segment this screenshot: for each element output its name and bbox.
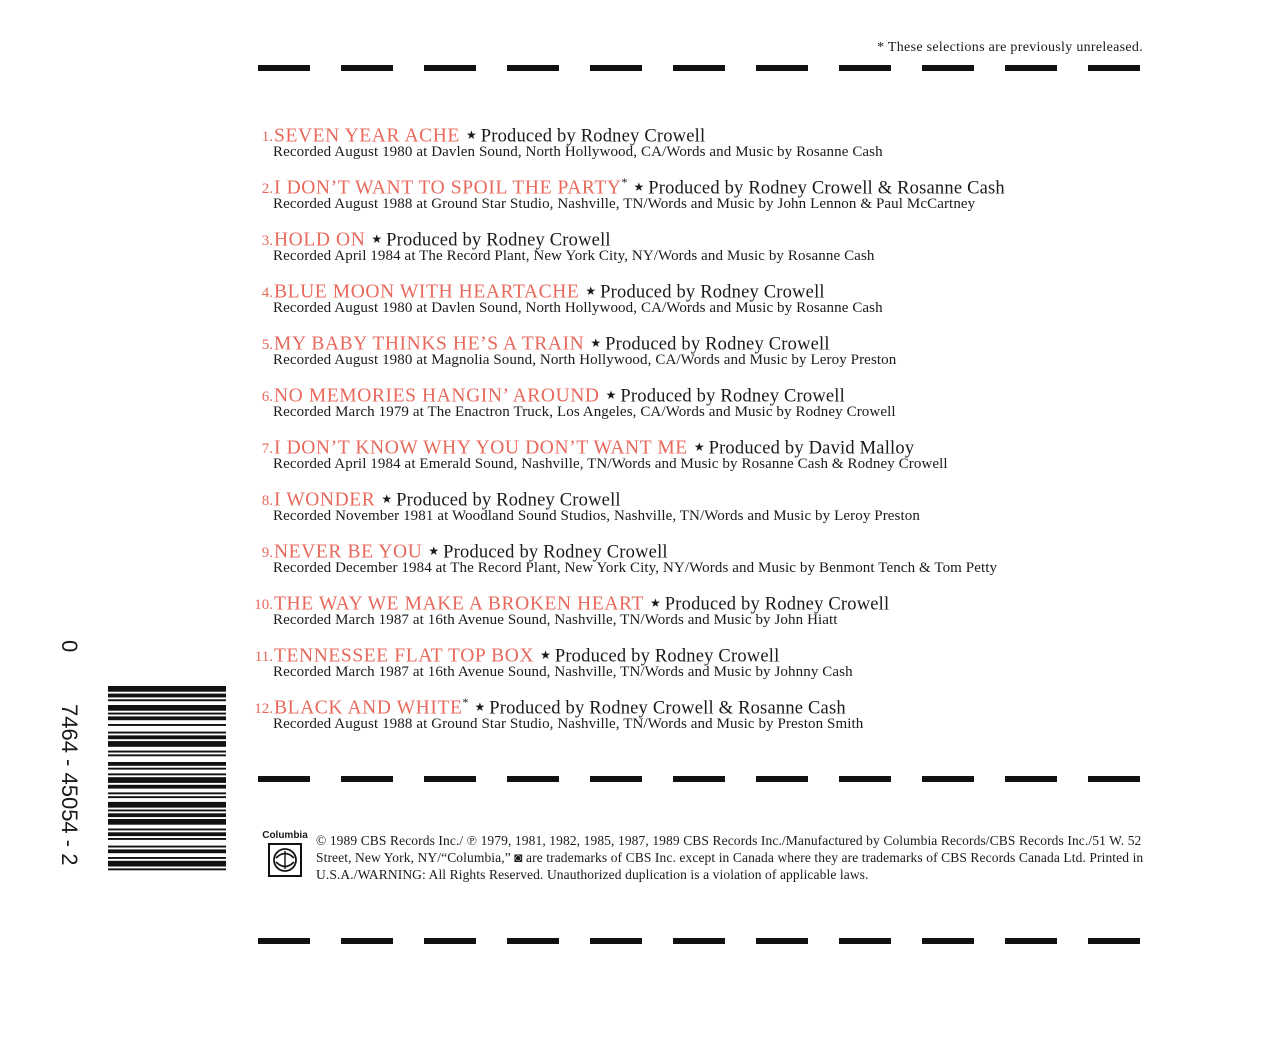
barcode-bar [108, 754, 226, 756]
track-item [240, 170, 1160, 222]
dash-segment [1005, 776, 1057, 782]
track-details: Recorded August 1980 at Magnolia Sound, North Hollywood, CA/Words and Music by Leroy Preston [273, 352, 897, 368]
track-item [240, 274, 1160, 326]
track-title: MY BABY THINKS HE’S A TRAIN [274, 333, 585, 355]
unreleased-note: * These selections are previously unreleased. [877, 40, 1143, 55]
barcode-bar [108, 846, 226, 848]
barcode-bar [108, 686, 226, 692]
barcode-digits [57, 640, 106, 930]
track-title: NO MEMORIES HANGIN’ AROUND [274, 385, 600, 407]
dash-segment [1088, 65, 1140, 71]
track-title: HOLD ON [274, 229, 366, 251]
track-item [240, 482, 1160, 534]
track-item [240, 378, 1160, 430]
dash-segment [424, 938, 476, 944]
track-producer: Produced by Rodney Crowell [396, 490, 621, 511]
track-title: I DON’T KNOW WHY YOU DON’T WANT ME [274, 437, 688, 459]
barcode-digit-main: 7464 - 45054 - 2 [57, 704, 82, 866]
track-details: Recorded August 1988 at Ground Star Studio, Nashville, TN/Words and Music by John Lennon & Paul McCartney [273, 196, 976, 212]
barcode-bar [108, 777, 226, 783]
barcode-bar [108, 735, 226, 739]
barcode-bar [108, 762, 226, 766]
dash-segment [1005, 65, 1057, 71]
dash-segment [922, 938, 974, 944]
track-details: Recorded March 1987 at 16th Avenue Sound, Nashville, TN/Words and Music by Johnny Cash [273, 664, 853, 680]
barcode-bar [108, 732, 226, 734]
star-icon: ★ [650, 596, 661, 611]
track-item [240, 430, 1160, 482]
dash-segment [507, 65, 559, 71]
dash-segment [258, 776, 310, 782]
barcode-bar [108, 768, 226, 770]
divider-middle [258, 776, 1140, 782]
barcode-bar [108, 861, 226, 867]
barcode-bar [108, 832, 226, 836]
divider-bottom [258, 938, 1140, 944]
track-details: Recorded April 1984 at The Record Plant, New York City, NY/Words and Music by Rosanne Cash [273, 248, 875, 264]
barcode-bar [108, 773, 226, 775]
track-details: Recorded November 1981 at Woodland Sound Studios, Nashville, TN/Words and Music by Leroy Preston [273, 508, 920, 524]
track-title: I DON’T WANT TO SPOIL THE PARTY [274, 177, 622, 199]
track-producer: Produced by Rodney Crowell [443, 542, 668, 563]
columbia-logo-label: Columbia [262, 830, 308, 841]
track-producer: Produced by Rodney Crowell & Rosanne Cash [489, 698, 846, 719]
track-details: Recorded March 1987 at 16th Avenue Sound, Nashville, TN/Words and Music by John Hiatt [273, 612, 838, 628]
star-icon: ★ [540, 648, 551, 663]
track-item [240, 534, 1160, 586]
track-title: SEVEN YEAR ACHE [274, 125, 460, 147]
barcode-bar [108, 741, 226, 747]
track-producer: Produced by Rodney Crowell [554, 646, 780, 667]
star-icon: ★ [633, 180, 645, 195]
track-producer: Produced by Rodney Crowell & Rosanne Cash [648, 178, 1005, 199]
barcode-digit-prefix: 0 [57, 640, 82, 653]
dash-segment [673, 65, 725, 71]
track-list [240, 118, 1160, 742]
barcode-bar [108, 849, 226, 853]
track-details: Recorded April 1984 at Emerald Sound, Nashville, TN/Words and Music by Rosanne Cash & Rodney Crowell [273, 456, 948, 472]
barcode-bar [108, 716, 226, 720]
dash-segment [839, 938, 891, 944]
dash-segment [590, 65, 642, 71]
dash-segment [424, 776, 476, 782]
track-title: TENNESSEE FLAT TOP BOX [274, 645, 535, 667]
track-item [240, 690, 1160, 742]
track-item [240, 586, 1160, 638]
dash-segment [258, 65, 310, 71]
dash-segment [507, 776, 559, 782]
barcode-bar [108, 813, 226, 817]
track-title: BLUE MOON WITH HEARTACHE [274, 281, 580, 303]
track-producer: Produced by Rodney Crowell [386, 230, 611, 251]
barcode-bar [108, 838, 226, 840]
track-details: Recorded August 1980 at Davlen Sound, North Hollywood, CA/Words and Music by Rosanne Cash [273, 300, 883, 316]
track-producer: Produced by Rodney Crowell [620, 386, 845, 407]
dash-segment [673, 938, 725, 944]
track-producer: Produced by David Malloy [708, 438, 915, 459]
track-details: Recorded August 1988 at Ground Star Studio, Nashville, TN/Words and Music by Preston Smith [273, 716, 864, 732]
star-icon: ★ [371, 232, 383, 247]
unreleased-asterisk: * [621, 175, 628, 189]
dash-segment [341, 938, 393, 944]
barcode-image [108, 686, 226, 922]
dash-segment [756, 938, 808, 944]
dash-segment [839, 776, 891, 782]
star-icon: ★ [381, 492, 393, 507]
barcode-bar [108, 713, 226, 715]
dash-segment [258, 938, 310, 944]
divider-top [258, 65, 1140, 71]
barcode-bar [108, 785, 226, 789]
dash-segment [1088, 776, 1140, 782]
dash-segment [922, 65, 974, 71]
track-details: Recorded August 1980 at Davlen Sound, North Hollywood, CA/Words and Music by Rosanne Cash [273, 144, 883, 160]
dash-segment [341, 65, 393, 71]
track-producer: Produced by Rodney Crowell [600, 282, 825, 303]
dash-segment [1005, 938, 1057, 944]
star-icon: ★ [590, 336, 602, 351]
columbia-eye-icon [268, 843, 302, 877]
columbia-logo [258, 830, 312, 877]
track-number: 8. [261, 493, 273, 510]
dash-segment [341, 776, 393, 782]
barcode-bar [108, 802, 226, 808]
dash-segment [1088, 938, 1140, 944]
track-details: Recorded March 1979 at The Enactron Truck, Los Angeles, CA/Words and Music by Rodney Crowell [273, 404, 896, 420]
track-number: 5. [261, 337, 273, 354]
barcode-bar [108, 810, 226, 812]
track-number: 9. [261, 545, 273, 562]
track-title: BLACK AND WHITE [274, 697, 463, 719]
barcode-bar [108, 868, 226, 870]
track-title: THE WAY WE MAKE A BROKEN HEART [274, 593, 644, 615]
track-number: 12. [254, 701, 273, 718]
barcode-bar [108, 751, 226, 753]
barcode-bar [108, 724, 226, 726]
barcode-bar [108, 819, 226, 825]
track-title: I WONDER [274, 489, 376, 511]
dash-segment [590, 938, 642, 944]
barcode-bar [108, 694, 226, 698]
dash-segment [590, 776, 642, 782]
star-icon: ★ [428, 544, 440, 559]
track-title: NEVER BE YOU [274, 541, 423, 563]
track-number: 3. [261, 233, 273, 250]
star-icon: ★ [605, 388, 617, 403]
star-icon: ★ [693, 440, 705, 455]
star-icon: ★ [465, 128, 477, 143]
barcode-bar [108, 829, 226, 831]
track-producer: Produced by Rodney Crowell [480, 126, 706, 147]
dash-segment [673, 776, 725, 782]
dash-segment [424, 65, 476, 71]
barcode-bar [108, 699, 226, 701]
barcode-bar [108, 792, 226, 794]
track-number: 2. [261, 181, 273, 198]
track-number: 1. [261, 129, 273, 146]
track-number: 7. [261, 441, 273, 458]
track-producer: Produced by Rodney Crowell [605, 334, 830, 355]
barcode-bar [108, 857, 226, 859]
dash-segment [756, 65, 808, 71]
track-number: 4. [261, 285, 273, 302]
track-item [240, 326, 1160, 378]
dash-segment [507, 938, 559, 944]
track-item [240, 638, 1160, 690]
unreleased-asterisk: * [462, 695, 469, 709]
track-number: 6. [261, 389, 273, 406]
star-icon: ★ [474, 700, 486, 715]
dash-segment [756, 776, 808, 782]
barcode-bar [108, 705, 226, 711]
track-number: 10. [254, 597, 273, 614]
track-details: Recorded December 1984 at The Record Plant, New York City, NY/Words and Music by Benmont Tench & Tom Petty [273, 560, 998, 576]
star-icon: ★ [585, 284, 597, 299]
copyright-notice: © 1989 CBS Records Inc./ ℗ 1979, 1981, 1982, 1985, 1987, 1989 CBS Records Inc./Manufactured by Columbia Records/CBS Records Inc./51 W. 52 Street, New York, NY/“Columbia,” ◙ are trademarks of CBS Inc. except in Canada where they are trademarks of CBS Records Canada Ltd. Printed in U.S.A./WARNING: All Rights Reserved. Unauthorized duplication is a violation of applicable laws. [316, 833, 1144, 882]
barcode-bar [108, 796, 226, 798]
track-item [240, 118, 1160, 170]
track-number: 11. [254, 649, 273, 666]
track-producer: Produced by Rodney Crowell [664, 594, 890, 615]
dash-segment [922, 776, 974, 782]
track-item [240, 222, 1160, 274]
dash-segment [839, 65, 891, 71]
